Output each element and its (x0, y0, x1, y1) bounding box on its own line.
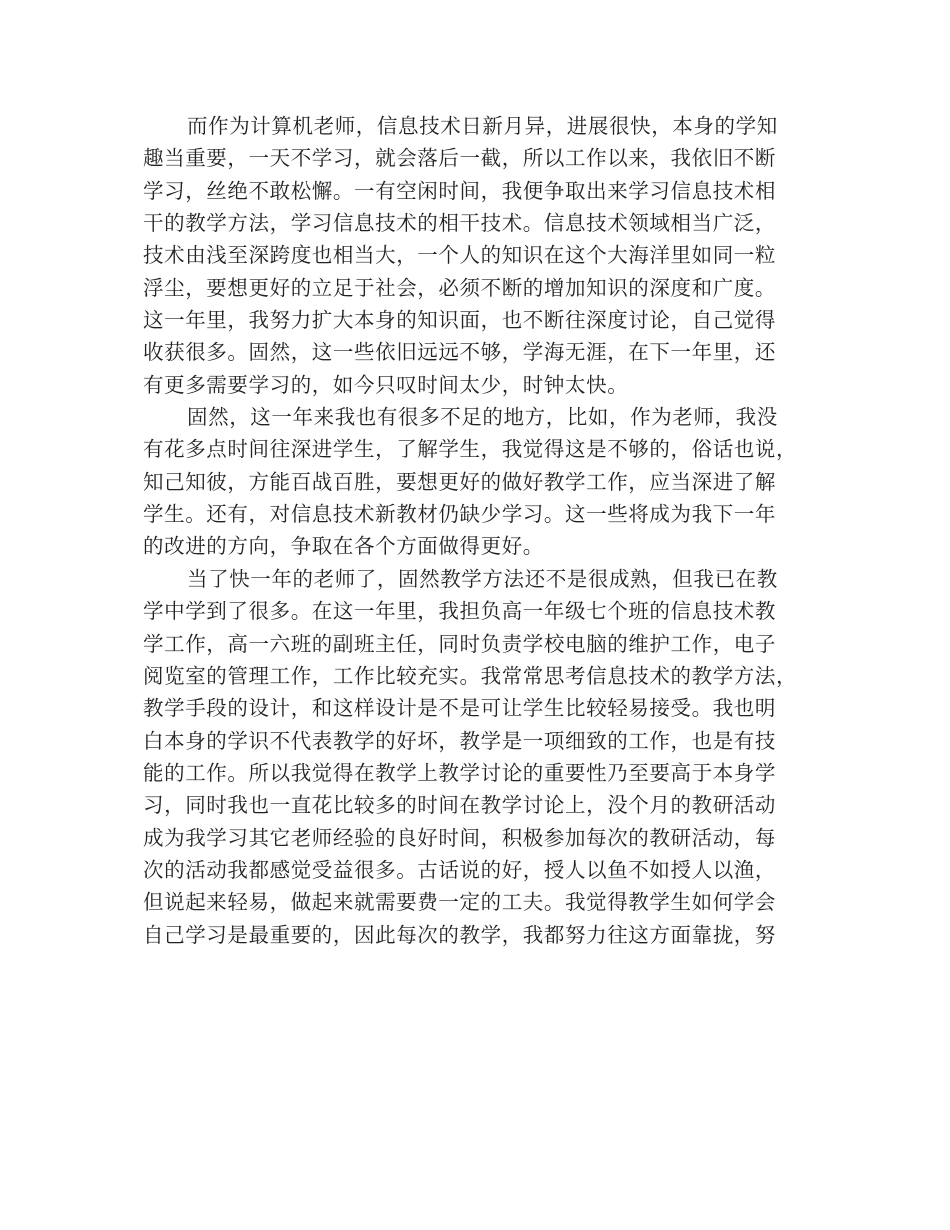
paragraph-2 (143, 401, 803, 563)
text-line: 学中学到了很多。在这一年里，我担负高一年级七个班的信息技术教 (143, 599, 776, 624)
text-line: 有更多需要学习的，如今只叹时间太少，时钟太快。 (143, 372, 629, 397)
text-line: 固然，这一年来我也有很多不足的地方，比如，作为老师，我没 (187, 405, 778, 430)
text-line: 习，同时我也一直花比较多的时间在教学讨论上，没个月的教研活动 (143, 793, 776, 818)
text-line: 但说起来轻易，做起来就需要费一定的工夫。我觉得教学生如何学会 (143, 890, 776, 915)
text-line: 收获很多。固然，这一些依旧远远不够，学海无涯，在下一年里，还 (143, 340, 776, 365)
text-line: 技术由浅至深跨度也相当大，一个人的知识在这个大海洋里如同一粒 (143, 243, 776, 268)
text-line: 成为我学习其它老师经验的良好时间，积极参加每次的教研活动，每 (143, 825, 776, 850)
text-line: 自己学习是最重要的，因此每次的教学，我都努力往这方面靠拢，努 (143, 922, 776, 947)
text-line: 阅览室的管理工作，工作比较充实。我常常思考信息技术的教学方法， (143, 663, 798, 688)
text-line: 学生。还有，对信息技术新教材仍缺少学习。这一些将成为我下一年 (143, 502, 776, 527)
text-line: 当了快一年的老师了，固然教学方法还不是很成熟，但我已在教 (187, 566, 778, 591)
text-line: 教学手段的设计，和这样设计是不是可让学生比较轻易接受。我也明 (143, 696, 776, 721)
text-line: 的改进的方向，争取在各个方面做得更好。 (143, 534, 544, 559)
text-line: 能的工作。所以我觉得在教学上教学讨论的重要性乃至要高于本身学 (143, 760, 776, 785)
text-line: 这一年里，我努力扩大本身的知识面，也不断往深度讨论，自己觉得 (143, 308, 776, 333)
text-line: 而作为计算机老师，信息技术日新月异，进展很快，本身的学知 (187, 114, 778, 138)
body-text (143, 110, 803, 951)
text-line: 干的教学方法，学习信息技术的相干技术。信息技术领域相当广泛， (143, 211, 776, 236)
text-line: 趣当重要，一天不学习，就会落后一截，所以工作以来，我依旧不断 (143, 146, 776, 171)
text-line: 有花多点时间往深进学生，了解学生，我觉得这是不够的，俗话也说， (143, 437, 798, 462)
text-line: 知己知彼，方能百战百胜，要想更好的做好教学工作，应当深进了解 (143, 469, 776, 494)
paragraph-3 (143, 563, 803, 951)
text-line: 次的活动我都感觉受益很多。古话说的好，授人以鱼不如授人以渔， (143, 857, 776, 882)
text-line: 学工作，高一六班的副班主任，同时负责学校电脑的维护工作，电子 (143, 631, 776, 656)
text-line: 白本身的学识不代表教学的好坏，教学是一项细致的工作，也是有技 (143, 728, 776, 753)
text-line: 学习，丝绝不敢松懈。一有空闲时间，我便争取出来学习信息技术相 (143, 178, 776, 203)
text-line: 浮尘，要想更好的立足于社会，必须不断的增加知识的深度和广度。 (143, 275, 776, 300)
paragraph-1 (143, 110, 803, 401)
